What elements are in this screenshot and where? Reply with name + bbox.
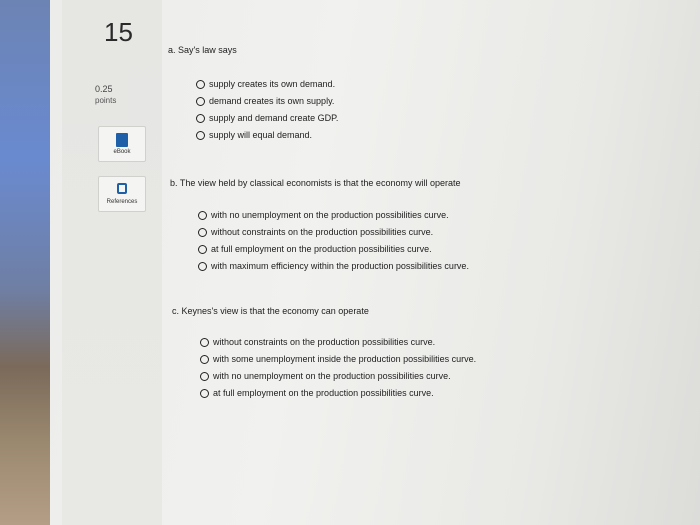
part-c-option-4[interactable]: at full employment on the production possibilities curve.	[200, 388, 434, 398]
radio-button[interactable]	[200, 389, 209, 398]
points-label: points	[95, 96, 117, 105]
part-a-option-4[interactable]: supply will equal demand.	[196, 130, 312, 140]
part-a-option-1[interactable]: supply creates its own demand.	[196, 79, 335, 89]
references-label: References	[106, 199, 138, 205]
ebook-button[interactable]	[98, 126, 146, 162]
radio-button[interactable]	[196, 114, 205, 123]
part-a-prompt: a. Say's law says	[168, 45, 237, 55]
radio-button[interactable]	[198, 211, 207, 220]
part-b-option-3[interactable]: at full employment on the production possibilities curve.	[198, 244, 432, 254]
ebook-icon	[116, 133, 128, 147]
background-edge	[0, 0, 52, 525]
radio-button[interactable]	[196, 80, 205, 89]
part-b-prompt: b. The view held by classical economists is that the economy will operate	[170, 178, 461, 188]
radio-button[interactable]	[200, 372, 209, 381]
part-b-option-4[interactable]: with maximum efficiency within the production possibilities curve.	[198, 261, 469, 271]
references-button[interactable]	[98, 176, 146, 212]
radio-button[interactable]	[198, 245, 207, 254]
references-icon	[117, 183, 127, 194]
part-c-option-3[interactable]: with no unemployment on the production possibilities curve.	[200, 371, 451, 381]
part-c-option-2[interactable]: with some unemployment inside the production possibilities curve.	[200, 354, 476, 364]
radio-button[interactable]	[198, 228, 207, 237]
question-sidebar	[62, 0, 162, 525]
question-number: 15	[104, 17, 133, 47]
part-a-option-2[interactable]: demand creates its own supply.	[196, 96, 334, 106]
radio-button[interactable]	[196, 131, 205, 140]
radio-button[interactable]	[200, 355, 209, 364]
radio-button[interactable]	[200, 338, 209, 347]
radio-button[interactable]	[198, 262, 207, 271]
radio-button[interactable]	[196, 97, 205, 106]
ebook-label: eBook	[113, 149, 131, 155]
part-a-option-3[interactable]: supply and demand create GDP.	[196, 113, 338, 123]
part-b-option-1[interactable]: with no unemployment on the production possibilities curve.	[198, 210, 449, 220]
part-c-option-1[interactable]: without constraints on the production possibilities curve.	[200, 337, 435, 347]
part-c-prompt: c. Keynes's view is that the economy can operate	[172, 306, 369, 316]
points-value: 0.25	[95, 84, 113, 94]
part-b-option-2[interactable]: without constraints on the production possibilities curve.	[198, 227, 433, 237]
